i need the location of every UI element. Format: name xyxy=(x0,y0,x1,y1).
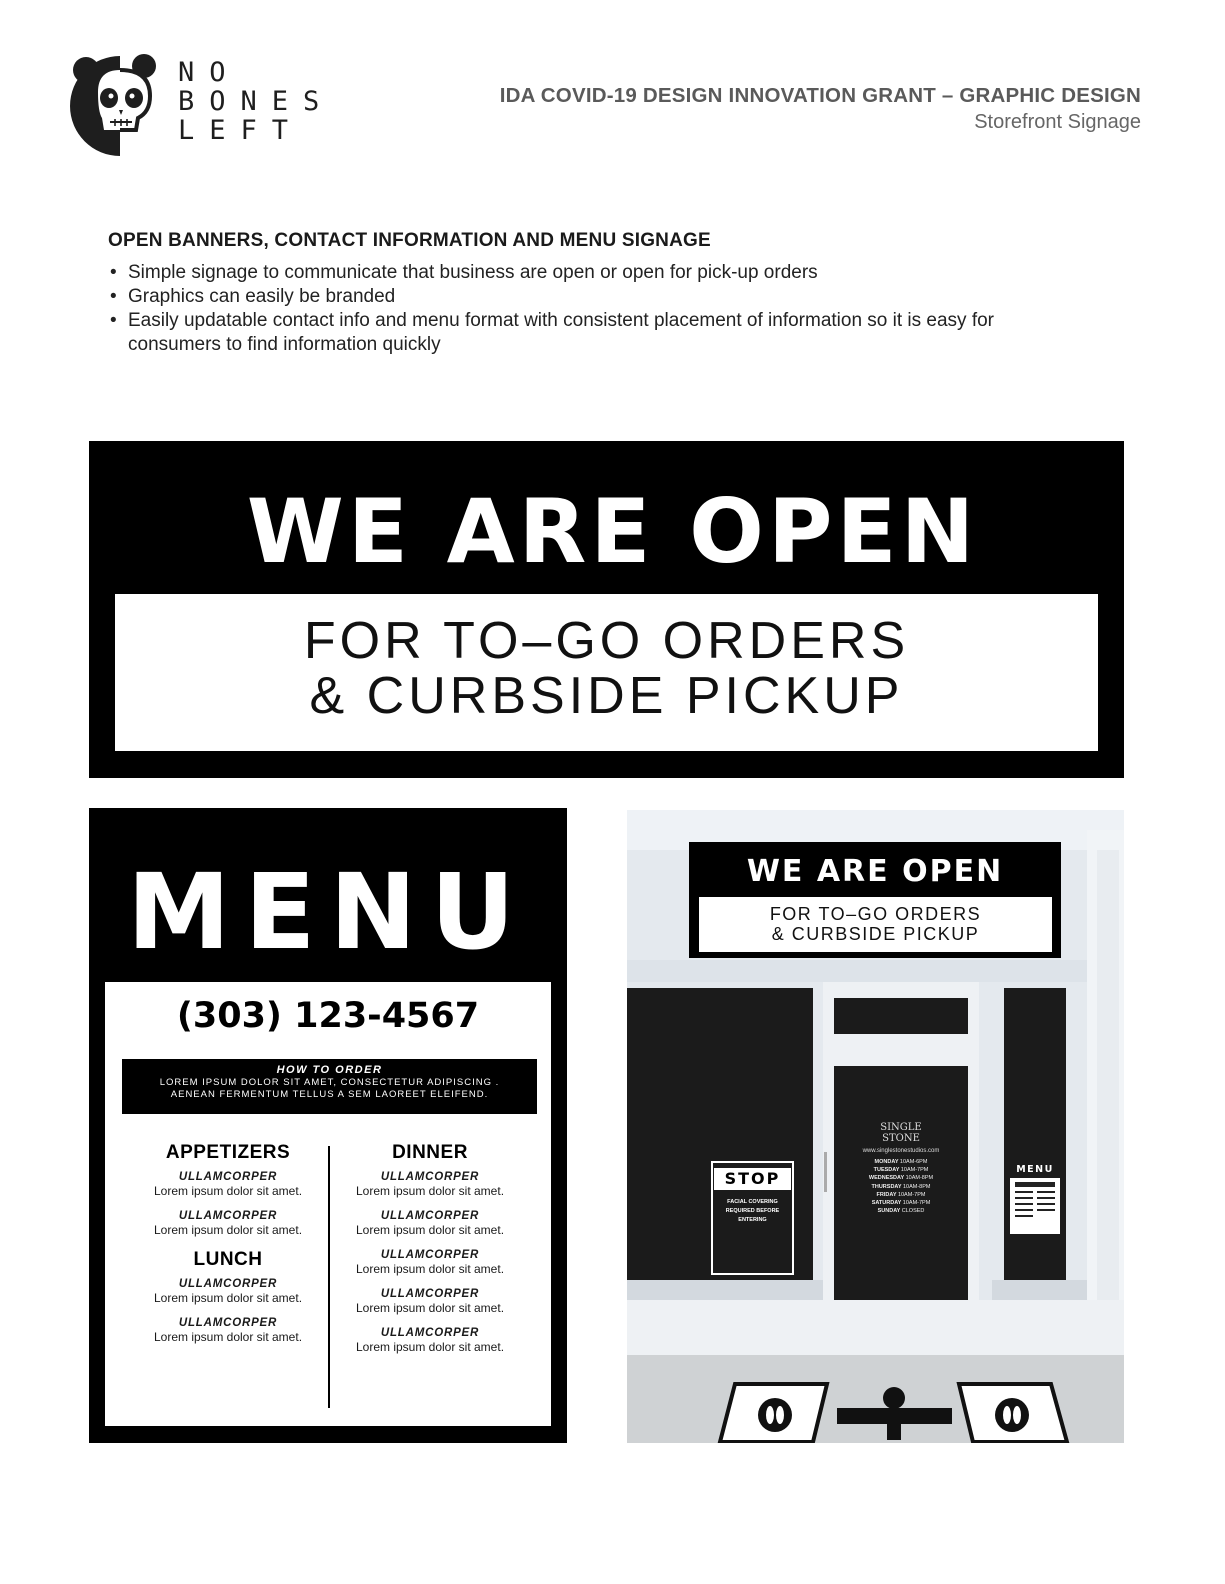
banner-line-1: FOR TO–GO ORDERS xyxy=(303,612,910,670)
hours-day: SUNDAY xyxy=(877,1208,901,1215)
menu-card xyxy=(105,982,551,1426)
menu-item-desc: Lorem ipsum dolor sit amet. xyxy=(355,1223,505,1237)
storefront-sign-title: WE ARE OPEN xyxy=(746,854,1004,889)
door-logo xyxy=(834,1122,968,1144)
menu-item xyxy=(330,1210,530,1237)
hours-day: THURSDAY xyxy=(871,1183,902,1190)
menu-item-desc: Lorem ipsum dolor sit amet. xyxy=(153,1330,303,1344)
intro-bullet: • Simple signage to communicate that business are open or open for pick-up orders xyxy=(108,261,1108,285)
menu-item-name: ULLAMCORPER xyxy=(380,1210,480,1222)
hours-time: 10AM-7PM xyxy=(900,1167,929,1174)
stop-poster-title: STOP xyxy=(724,1169,781,1188)
intro-bullet-list xyxy=(108,261,1108,357)
menu-phone-number: (303) 123-4567 xyxy=(176,996,480,1036)
intro-heading: OPEN BANNERS, CONTACT INFORMATION AND MENU SIGNAGE xyxy=(108,230,711,251)
hours-row xyxy=(834,1183,968,1191)
panda-skull-logo-icon xyxy=(68,52,168,156)
how-to-order-text: AENEAN FERMENTUM TELLUS A SEM LAOREET ELEIFEND. xyxy=(170,1089,489,1100)
menu-item-name: ULLAMCORPER xyxy=(178,1171,278,1183)
how-to-order-title: HOW TO ORDER xyxy=(276,1064,383,1076)
hours-day: SATURDAY xyxy=(871,1200,902,1207)
how-to-order-text: LOREM IPSUM DOLOR SIT AMET, CONSECTETUR ADIPISCING . xyxy=(159,1077,500,1088)
door-logo-line-1: SINGLE xyxy=(880,1122,922,1133)
menu-section-title: DINNER xyxy=(392,1142,468,1163)
intro-bullet: • Graphics can easily be branded xyxy=(108,285,1108,309)
hours-time: 10AM-8PM xyxy=(905,1175,934,1182)
menu-item-name: ULLAMCORPER xyxy=(178,1317,278,1329)
hours-row xyxy=(834,1166,968,1174)
intro-bullet: • Easily updatable contact info and menu format with consistent placement of information so it is easy for consumers to find information quickly xyxy=(108,309,998,357)
hours-day: TUESDAY xyxy=(873,1167,900,1174)
storefront-sign-line-2: & CURBSIDE PICKUP xyxy=(771,924,980,944)
menu-item-desc: Lorem ipsum dolor sit amet. xyxy=(355,1184,505,1198)
menu-item-name: ULLAMCORPER xyxy=(380,1288,480,1300)
menu-item xyxy=(330,1327,530,1354)
document-subtitle: Storefront Signage xyxy=(974,111,1141,133)
window-menu-title: MENU xyxy=(1016,1164,1054,1175)
brand-word-2: BONES xyxy=(178,86,335,117)
menu-item-name: ULLAMCORPER xyxy=(380,1249,480,1261)
menu-item-name: ULLAMCORPER xyxy=(380,1327,480,1339)
door-hours xyxy=(834,1158,968,1215)
brand-word-1: NO xyxy=(178,57,241,88)
menu-item-name: ULLAMCORPER xyxy=(380,1171,480,1183)
hours-row xyxy=(834,1199,968,1207)
menu-item xyxy=(128,1317,328,1344)
brand-word-3: LEFT xyxy=(178,115,304,146)
hours-row xyxy=(834,1207,968,1215)
hours-row xyxy=(834,1174,968,1182)
brand-wordmark xyxy=(178,58,334,145)
hours-time: CLOSED xyxy=(901,1208,925,1215)
menu-title: MENU xyxy=(126,851,530,973)
intro-section xyxy=(108,230,1108,357)
menu-item-desc: Lorem ipsum dolor sit amet. xyxy=(153,1223,303,1237)
menu-item-desc: Lorem ipsum dolor sit amet. xyxy=(153,1291,303,1305)
hours-row xyxy=(834,1158,968,1166)
menu-item xyxy=(330,1249,530,1276)
menu-sign xyxy=(89,808,567,1443)
door-logo-line-2: STONE xyxy=(882,1133,920,1144)
menu-section-title: APPETIZERS xyxy=(165,1142,291,1163)
hours-day: WEDNESDAY xyxy=(868,1175,905,1182)
stop-poster-text: FACIAL COVERING REQUIRED BEFORE ENTERING xyxy=(725,1199,780,1223)
storefront-sign-line-1: FOR TO–GO ORDERS xyxy=(769,904,982,924)
menu-item-desc: Lorem ipsum dolor sit amet. xyxy=(355,1262,505,1276)
menu-item xyxy=(330,1288,530,1315)
menu-item xyxy=(128,1171,328,1198)
hours-time: 10AM-7PM xyxy=(902,1200,931,1207)
hours-day: FRIDAY xyxy=(876,1191,897,1198)
menu-item xyxy=(330,1171,530,1198)
menu-item-name: ULLAMCORPER xyxy=(178,1210,278,1222)
menu-item-desc: Lorem ipsum dolor sit amet. xyxy=(355,1340,505,1354)
menu-left-column xyxy=(128,1142,328,1356)
banner-subtitle-box xyxy=(115,594,1098,751)
document-header xyxy=(500,84,1141,134)
document-title: IDA COVID-19 DESIGN INNOVATION GRANT – GRAPHIC DESIGN xyxy=(499,84,1141,107)
menu-item-desc: Lorem ipsum dolor sit amet. xyxy=(153,1184,303,1198)
hours-time: 10AM-8PM xyxy=(902,1183,931,1190)
hours-row xyxy=(834,1191,968,1199)
menu-item xyxy=(128,1278,328,1305)
door-url: www.singlestonestudios.com xyxy=(862,1148,940,1154)
storefront-mockup xyxy=(627,810,1124,1443)
menu-item-name: ULLAMCORPER xyxy=(178,1278,278,1290)
hours-day: MONDAY xyxy=(874,1159,899,1165)
brand-logo xyxy=(68,52,378,158)
how-to-order-box xyxy=(122,1059,537,1114)
menu-item-desc: Lorem ipsum dolor sit amet. xyxy=(355,1301,505,1315)
hours-time: 10AM-6PM xyxy=(899,1159,928,1165)
menu-right-column xyxy=(330,1142,530,1366)
hours-time: 10AM-7PM xyxy=(897,1191,926,1198)
banner-line-2: & CURBSIDE PICKUP xyxy=(309,667,904,725)
menu-item xyxy=(128,1210,328,1237)
menu-section-title: LUNCH xyxy=(193,1249,263,1270)
banner-title: WE ARE OPEN xyxy=(246,480,979,583)
